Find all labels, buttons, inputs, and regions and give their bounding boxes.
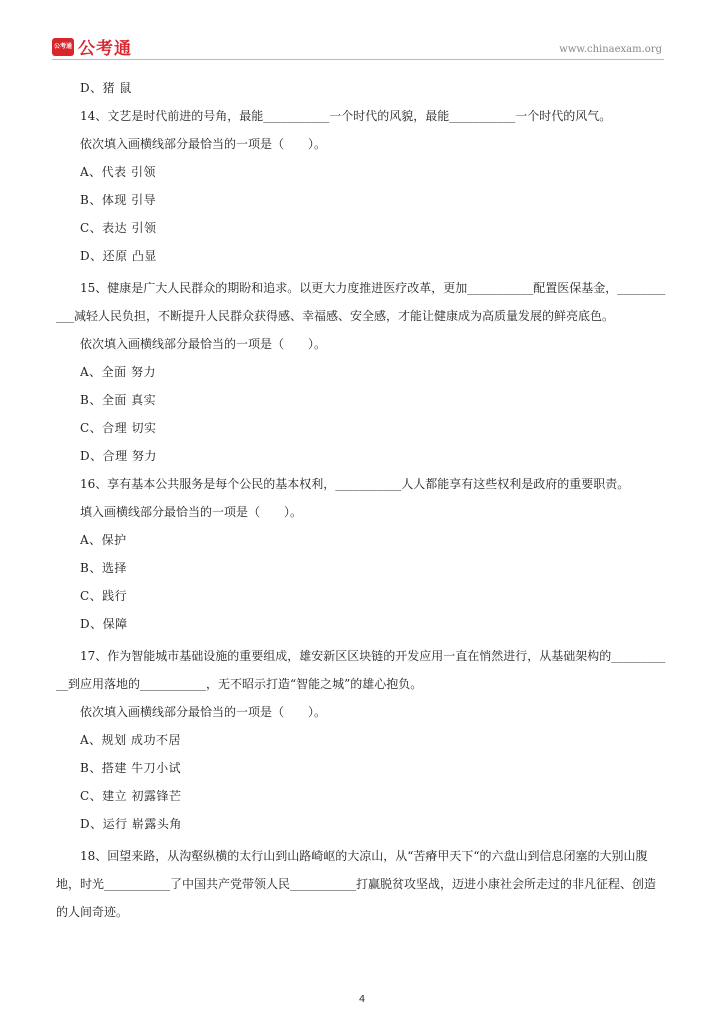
- q17-stem: 17、作为智能城市基础设施的重要组成，雄安新区区块链的开发应用一直在悄然进行，从基础架构的___________到应用落地的___________，无不昭示打造“智能之城”的雄心抱负。: [56, 649, 666, 691]
- q14-option-b: B、体现 引导: [80, 193, 157, 207]
- q15-option-d: D、合理 努力: [80, 449, 157, 463]
- q14-option-c: C、表达 引领: [80, 221, 157, 235]
- q16-option-d: D、保障: [80, 617, 128, 631]
- header-divider: [52, 59, 664, 60]
- logo-text: 公考通: [78, 39, 132, 59]
- logo-mark-icon: 公考通: [52, 38, 74, 56]
- q14-stem: 14、文艺是时代前进的号角，最能___________一个时代的风貌，最能___________一个时代的风气。: [80, 109, 612, 123]
- q16-option-c: C、践行: [80, 589, 128, 603]
- site-url: www.chinaexam.org: [559, 44, 662, 55]
- q15-stem: 15、健康是广大人民群众的期盼和追求。以更大力度推进医疗改革，更加___________配置医保基金，___________减轻人民负担，不断提升人民群众获得感、幸福感、安全感，才能让健康成为高质量发展的鲜亮底色。: [56, 281, 666, 323]
- page-number: 4: [358, 994, 366, 1005]
- q14-prompt: 依次填入画横线部分最恰当的一项是（ ）。: [80, 137, 327, 151]
- q17-option-b: B、搭建 牛刀小试: [80, 761, 182, 775]
- q17-option-d: D、运行 崭露头角: [80, 817, 182, 831]
- q15-option-b: B、全面 真实: [80, 393, 157, 407]
- q16-option-a: A、保护: [80, 533, 127, 547]
- q16-stem: 16、享有基本公共服务是每个公民的基本权利，___________人人都能享有这些权利是政府的重要职责。: [80, 477, 630, 491]
- q17-prompt: 依次填入画横线部分最恰当的一项是（ ）。: [80, 705, 327, 719]
- q14-option-d: D、还原 凸显: [80, 249, 157, 263]
- page-header: [52, 30, 662, 60]
- q16-prompt: 填入画横线部分最恰当的一项是（ ）。: [80, 505, 303, 519]
- q18-stem: 18、回望来路，从沟壑纵横的太行山到山路崎岖的大凉山，从“苦瘠甲天下“的六盘山到信息闭塞的大别山腹地，时光___________了中国共产党带领人民___________打赢脱贫攻坚战，迈进小康社会所走过的非凡征程、创造的人间奇迹。: [56, 849, 657, 919]
- q15-option-a: A、全面 努力: [80, 365, 156, 379]
- q16-option-b: B、选择: [80, 561, 127, 575]
- brand-logo: [52, 34, 132, 59]
- q17-option-a: A、规划 成功不居: [80, 733, 181, 747]
- q17-option-c: C、建立 初露锋芒: [80, 789, 182, 803]
- document-body: [56, 78, 670, 930]
- q14-option-a: A、代表 引领: [80, 165, 156, 179]
- q13-option-d: D、猪 鼠: [80, 81, 132, 95]
- q15-option-c: C、合理 切实: [80, 421, 157, 435]
- q15-prompt: 依次填入画横线部分最恰当的一项是（ ）。: [80, 337, 327, 351]
